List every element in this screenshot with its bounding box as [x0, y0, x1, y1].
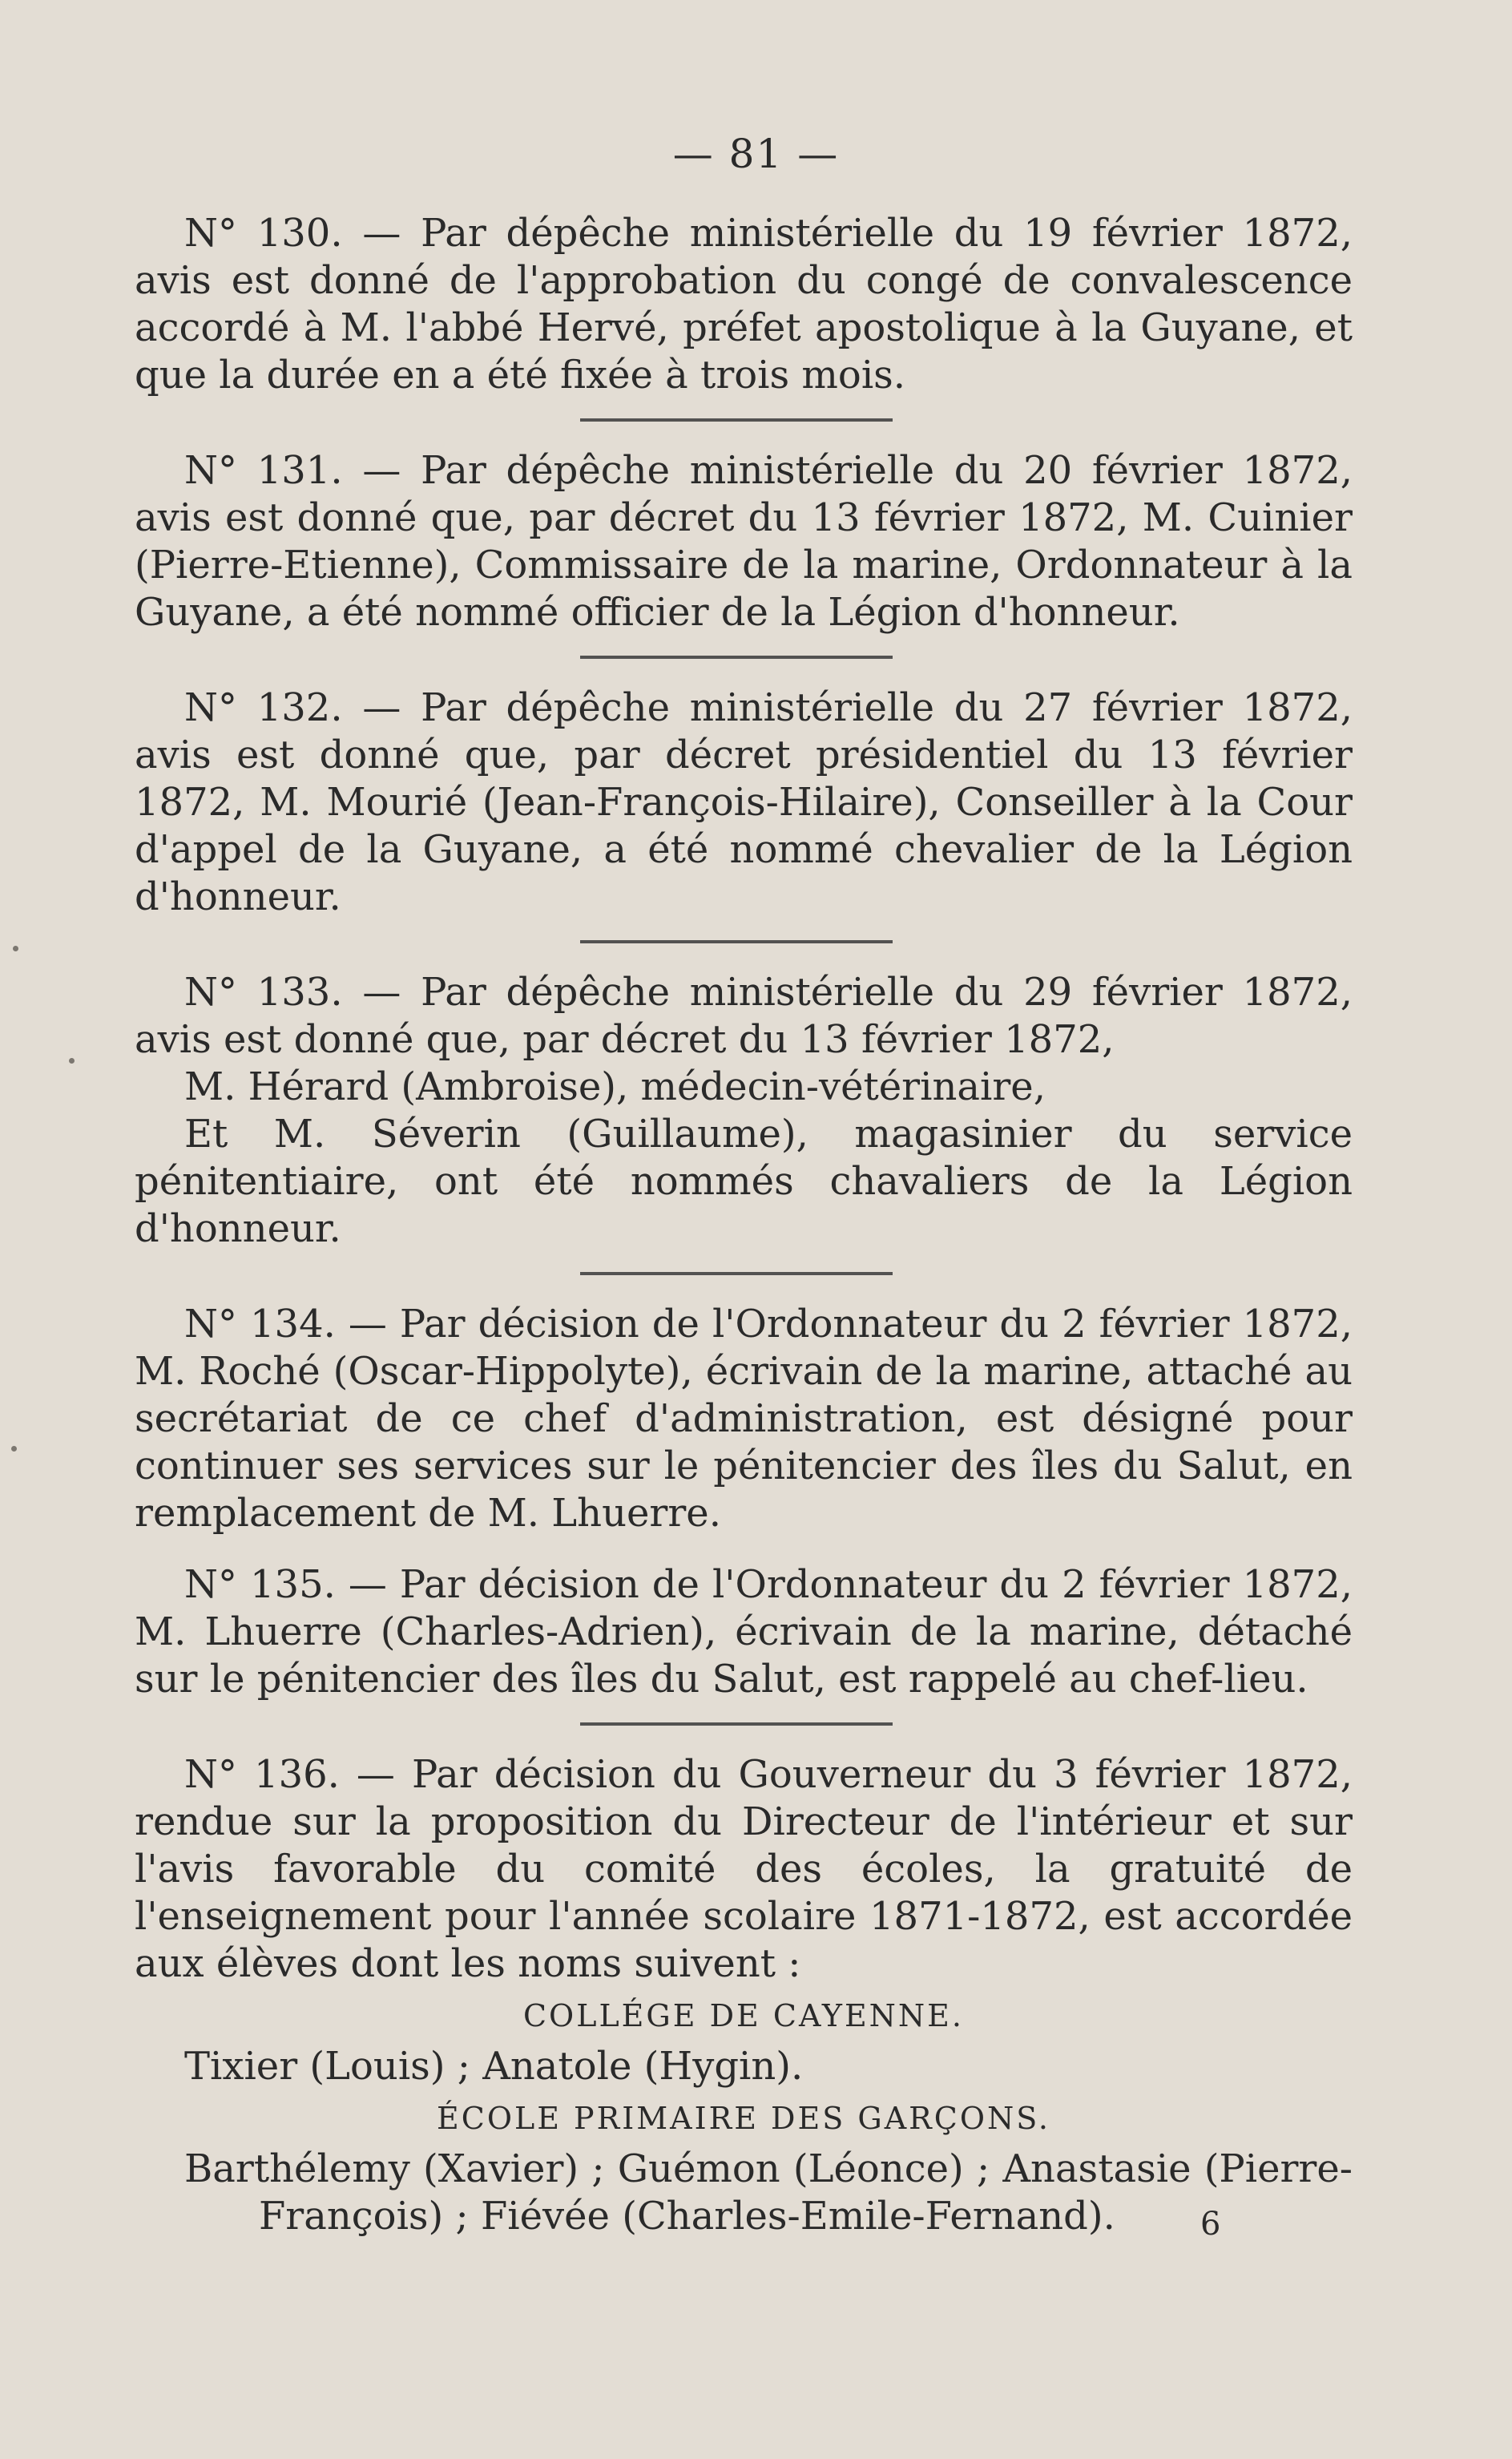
page-number: — 81 — [672, 131, 840, 177]
margin-speck [11, 1446, 17, 1452]
separator-rule [580, 656, 893, 659]
entry-133-herard: M. Hérard (Ambroise), médecin-vétérinaire, [184, 1064, 1046, 1109]
margin-speck [13, 946, 18, 951]
entry-130: N° 130. — Par dépêche ministérielle du 19 février 1872, avis est donné de l'approbation du congé de convalescence accordé à M. l'abbé Hervé, préfet apostolique à la Guyane, et que la durée en a été fixée à trois mois. [135, 211, 1353, 398]
separator-rule [580, 1722, 893, 1726]
document-body [135, 210, 1353, 2240]
entry-132: N° 132. — Par dépêche ministérielle du 27 février 1872, avis est donné que, par décret présidentiel du 13 février 1872, M. Mourié (Jean-François-Hilaire), Conseiller à la Cour d'appel de la Guyane, a été nommé chevalier de la Légion d'honneur. [135, 685, 1353, 919]
entry-131: N° 131. — Par dépêche ministérielle du 20 février 1872, avis est donné que, par décret du 13 février 1872, M. Cuinier (Pierre-Etienne), Commissaire de la marine, Ordonnateur à la Guyane, a été nommé officier de la Légion d'honneur. [135, 448, 1353, 635]
separator-rule [580, 418, 893, 422]
entry-135: N° 135. — Par décision de l'Ordonnateur du 2 février 1872, M. Lhuerre (Charles-Adrien), écrivain de la marine, détaché sur le pénitencier des îles du Salut, est rappelé au chef-lieu. [135, 1562, 1353, 1702]
margin-speck [69, 1058, 75, 1064]
separator-rule [580, 1272, 893, 1275]
primary-school-heading: ÉCOLE PRIMAIRE DES GARÇONS. [437, 2101, 1050, 2136]
entry-136: N° 136. — Par décision du Gouverneur du 3 février 1872, rendue sur la proposition du Directeur de l'intérieur et sur l'avis favorable du comité des écoles, la gratuité de l'enseignement pour l'année scolaire 1871-1872, est accordée aux élèves dont les noms suivent : [135, 1752, 1353, 1986]
primary-school-names: Barthélemy (Xavier) ; Guémon (Léonce) ; Anastasie (Pierre-François) ; Fiévée (Charles-Emile-Fernand). [184, 2146, 1353, 2239]
entry-133-severin: Et M. Séverin (Guillaume), magasinier du service pénitentiaire, ont été nommés chavaliers de la Légion d'honneur. [135, 1112, 1353, 1251]
entry-134: N° 134. — Par décision de l'Ordonnateur du 2 février 1872, M. Roché (Oscar-Hippolyte), écrivain de la marine, attaché au secrétariat de ce chef d'administration, est désigné pour continuer ses services sur le pénitencier des îles du Salut, en remplacement de M. Lhuerre. [135, 1302, 1353, 1536]
college-heading: COLLÉGE DE CAYENNE. [522, 1998, 965, 2033]
entry-133-intro: N° 133. — Par dépêche ministérielle du 29 février 1872, avis est donné que, par décret du 13 février 1872, [135, 970, 1353, 1062]
signature-mark: 6 [1200, 2206, 1221, 2243]
paragraph-gap [135, 1537, 1353, 1561]
college-names: Tixier (Louis) ; Anatole (Hygin). [184, 2044, 804, 2089]
separator-rule [580, 940, 893, 943]
